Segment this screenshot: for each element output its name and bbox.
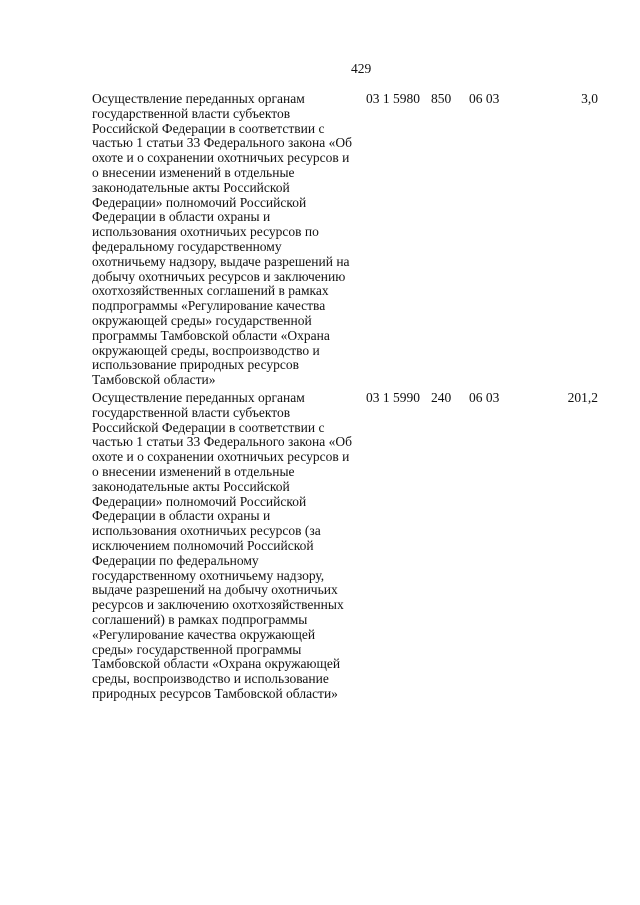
description-line: Российской Федерации в соответствии с bbox=[92, 120, 325, 136]
description-line: программы Тамбовской области «Охрана bbox=[92, 327, 330, 343]
amount-value: 3,0 bbox=[581, 91, 598, 106]
description-line: соглашений) в рамках подпрограммы bbox=[92, 611, 308, 627]
description-line: о внесении изменений в отдельные bbox=[92, 164, 295, 180]
description-line: окружающей среды» государственной bbox=[92, 312, 312, 328]
description-line: Российской Федерации в соответствии с bbox=[92, 419, 325, 435]
description-line: государственной власти субъектов bbox=[92, 105, 291, 121]
description-line: подпрограммы «Регулирование качества bbox=[92, 298, 326, 314]
description-line: охотхозяйственных соглашений в рамках bbox=[92, 283, 329, 299]
description-line: о внесении изменений в отдельные bbox=[92, 463, 295, 479]
target-article-code: 03 1 5990 bbox=[366, 390, 420, 405]
expense-type-code: 850 bbox=[431, 91, 452, 106]
description-line: Федерации по федеральному bbox=[92, 552, 259, 568]
description-line: частью 1 статьи 33 Федерального закона «Об bbox=[92, 135, 352, 151]
description-line: Федерации» полномочий Российской bbox=[92, 194, 307, 210]
description-line: охотничьему надзору, выдаче разрешений на bbox=[92, 253, 350, 269]
description-line: ресурсов и заключению охотхозяйственных bbox=[92, 597, 344, 613]
row-description bbox=[92, 391, 360, 702]
target-article-code: 03 1 5980 bbox=[366, 91, 420, 106]
description-line: Осуществление переданных органам bbox=[92, 91, 305, 106]
description-line: Федерации в области охраны и bbox=[92, 209, 271, 225]
page-number: 429 bbox=[351, 61, 372, 76]
description-line: охоте и о сохранении охотничьих ресурсов и bbox=[92, 150, 350, 166]
row-description bbox=[92, 92, 360, 388]
description-line: государственному охотничьему надзору, bbox=[92, 567, 325, 583]
description-line: «Регулирование качества окружающей bbox=[92, 626, 316, 642]
description-line: Тамбовской области» bbox=[92, 372, 216, 388]
description-line: Тамбовской области «Охрана окружающей bbox=[92, 656, 341, 672]
expense-type-code: 240 bbox=[431, 390, 452, 405]
description-line: Федерации» полномочий Российской bbox=[92, 493, 307, 509]
description-line: исключением полномочий Российской bbox=[92, 537, 314, 553]
description-line: частью 1 статьи 33 Федерального закона «Об bbox=[92, 434, 352, 450]
description-line: использования охотничьих ресурсов по bbox=[92, 224, 319, 240]
description-line: федеральному государственному bbox=[92, 238, 282, 254]
description-line: добычу охотничьих ресурсов и заключению bbox=[92, 268, 346, 284]
description-line: Федерации в области охраны и bbox=[92, 508, 271, 524]
description-line: использование природных ресурсов bbox=[92, 357, 300, 373]
description-line: выдаче разрешений на добычу охотничьих bbox=[92, 582, 338, 598]
description-line: Осуществление переданных органам bbox=[92, 390, 305, 405]
description-line: использования охотничьих ресурсов (за bbox=[92, 523, 321, 539]
description-line: законодательные акты Российской bbox=[92, 179, 290, 195]
description-line: окружающей среды, воспроизводство и bbox=[92, 342, 320, 358]
description-line: охоте и о сохранении охотничьих ресурсов и bbox=[92, 449, 350, 465]
description-line: среды» государственной программы bbox=[92, 641, 302, 657]
section-code: 06 03 bbox=[469, 390, 500, 405]
description-line: государственной власти субъектов bbox=[92, 404, 291, 420]
description-line: среды, воспроизводство и использование bbox=[92, 671, 329, 687]
amount-value: 201,2 bbox=[567, 390, 598, 405]
description-line: законодательные акты Российской bbox=[92, 478, 290, 494]
section-code: 06 03 bbox=[469, 91, 500, 106]
description-line: природных ресурсов Тамбовской области» bbox=[92, 685, 338, 701]
